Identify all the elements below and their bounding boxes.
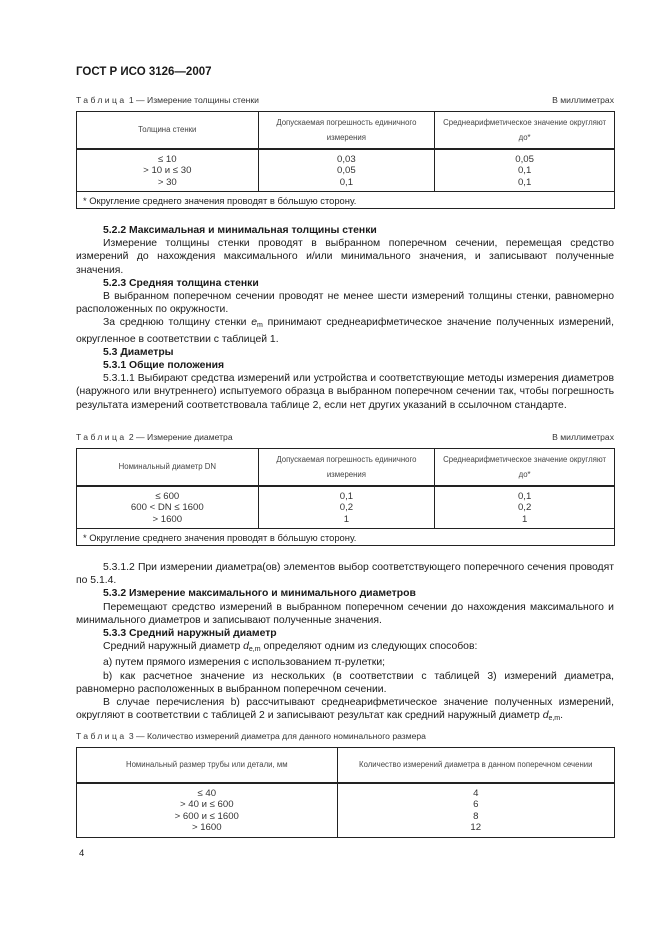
table2-footnote-row xyxy=(77,529,615,546)
table3-col-header: Номинальный размер трубы или детали, мм xyxy=(77,748,338,783)
paragraph-5-3-1-1: 5.3.1.1 Выбирают средства измерений или устройства и соответствующие методы измерения диаметров (наружного или внутреннего) испытуемого образца в выбранном поперечном сечении так, чтобы погрешность результата измерений соответствовала таблице 2, если нет других указаний в ссылочном стандарте. xyxy=(76,373,614,411)
symbol-d: d xyxy=(243,641,249,653)
table1-col3-values: 0,05 0,1 0,1 xyxy=(435,149,615,192)
table1-col-header: Толщина стенки xyxy=(77,112,259,149)
list-item-a: a) путем прямого измерения с использованием π-рулетки; xyxy=(103,657,386,669)
table1-col2-values: 0,03 0,05 0,1 xyxy=(258,149,435,192)
symbol-d-subscript: e,m xyxy=(248,646,261,654)
table2-header-row xyxy=(77,449,615,486)
table1-col-header: Допускаемая погрешность единичного измерения xyxy=(258,112,435,149)
paragraph-5-3-3-final: В случае перечисления b) рассчитывают среднеарифметическое значение полученных измерений, округляют в соответствии с таблицей 2 и записывают результат как средний наружный диаметр $d_{e,m}$. xyxy=(76,697,614,723)
paragraph-5-3-2: Перемещают средство измерений в выбранном поперечном сечении до нахождения максимального и минимального диаметров и записывают полученные значения. xyxy=(76,601,614,626)
table2-data-row xyxy=(77,486,615,529)
table1-footnote: * Округление среднего значения проводят в бóльшую сторону. xyxy=(77,192,615,209)
table3-col1-values: ≤ 40 > 40 и ≤ 600 > 600 и ≤ 1600 > 1600 xyxy=(77,783,338,838)
table2-diameter xyxy=(76,448,615,546)
table1-data-row xyxy=(77,149,615,192)
section-heading-5-2-2: 5.2.2 Максимальная и минимальная толщины стенки xyxy=(103,225,377,236)
table1-caption-row xyxy=(76,95,614,105)
body-sections-5-3-1-2-to-5-3-3 xyxy=(76,561,614,725)
table1-footnote-row xyxy=(77,192,615,209)
table1-col-header: Среднеарифметическое значение округляют до* xyxy=(435,112,615,149)
section-heading-5-3-3: 5.3.3 Средний наружный диаметр xyxy=(103,628,277,640)
table1-header-row xyxy=(77,112,615,149)
symbol-e: e xyxy=(251,317,258,329)
paragraph-5-2-2: Измерение толщины стенки проводят в выбранном поперечном сечении, перемещая средство измерений до нахождения максимального и/или минимального значения, и записывают полученные значения. xyxy=(76,238,614,276)
section-heading-5-3-1: 5.3.1 Общие положения xyxy=(103,360,225,372)
section-heading-5-3-2: 5.3.2 Измерение максимального и минимального диаметров xyxy=(103,588,416,600)
page-number: 4 xyxy=(79,848,85,859)
table1-col1-values: ≤ 10 > 10 и ≤ 30 > 30 xyxy=(77,149,259,192)
symbol-d: d xyxy=(542,710,549,722)
paragraph-5-3-3-intro: Средний наружный диаметр $d_{e,m}$ определяют одним из следующих способов: xyxy=(103,641,478,654)
paragraph-5-2-3-a: В выбранном поперечном сечении проводят не менее шести измерений толщины стенки, равномерно расположенных по окружности. xyxy=(76,291,614,316)
symbol-e-subscript: m xyxy=(257,322,263,330)
table2-col1-values: ≤ 600 600 < DN ≤ 1600 > 1600 xyxy=(77,486,259,529)
table1-caption: Таблица 1 — Измерение толщины стенки xyxy=(76,95,259,105)
table2-caption-row xyxy=(76,432,614,442)
table3-col-header: Количество измерений диаметра в данном поперечном сечении xyxy=(337,748,614,783)
paragraph-5-3-1-2: 5.3.1.2 При измерении диаметра(ов) элементов выбор соответствующего поперечного сечения проводят по 5.1.4. xyxy=(76,562,614,587)
table2-col-header: Среднеарифметическое значение округляют до* xyxy=(435,449,615,486)
list-item-b: b) как расчетное значение из нескольких (в соответствии с таблицей 3) измерений диаметра, равномерно расположенных в выбранном поперечном сечении. xyxy=(76,670,614,695)
body-sections-5-2-to-5-3-1 xyxy=(76,224,614,412)
table3-data-row xyxy=(77,783,615,838)
table1-wall-thickness xyxy=(76,111,615,209)
section-heading-5-2-3: 5.2.3 Средняя толщина стенки xyxy=(103,277,259,289)
table2-col-header: Допускаемая погрешность единичного измерения xyxy=(258,449,435,486)
table3-caption-row xyxy=(76,731,614,741)
table3-header-row xyxy=(77,748,615,783)
table2-units: В миллиметрах xyxy=(552,432,614,442)
table2-footnote: * Округление среднего значения проводят в бóльшую сторону. xyxy=(77,529,615,546)
table3-col2-values: 4 6 8 12 xyxy=(337,783,614,838)
table3-caption: Таблица 3 — Количество измерений диаметра для данного номинального размера xyxy=(76,731,426,741)
section-heading-5-3: 5.3 Диаметры xyxy=(103,346,174,358)
table2-col-header: Номинальный диаметр DN xyxy=(77,449,259,486)
paragraph-5-2-3-b: За среднюю толщину стенки $e_m$ принимают среднеарифметическое значение полученных измерений, округленное в соответствии с таблицей 1. xyxy=(76,317,615,345)
table2-col2-values: 0,1 0,2 1 xyxy=(258,486,435,529)
table1-units: В миллиметрах xyxy=(552,95,614,105)
table2-col3-values: 0,1 0,2 1 xyxy=(435,486,615,529)
document-code-header: ГОСТ Р ИСО 3126—2007 xyxy=(76,66,212,78)
table2-caption: Таблица 2 — Измерение диаметра xyxy=(76,432,233,442)
table3-measurement-count xyxy=(76,747,615,838)
symbol-d-subscript: e,m xyxy=(548,715,561,723)
